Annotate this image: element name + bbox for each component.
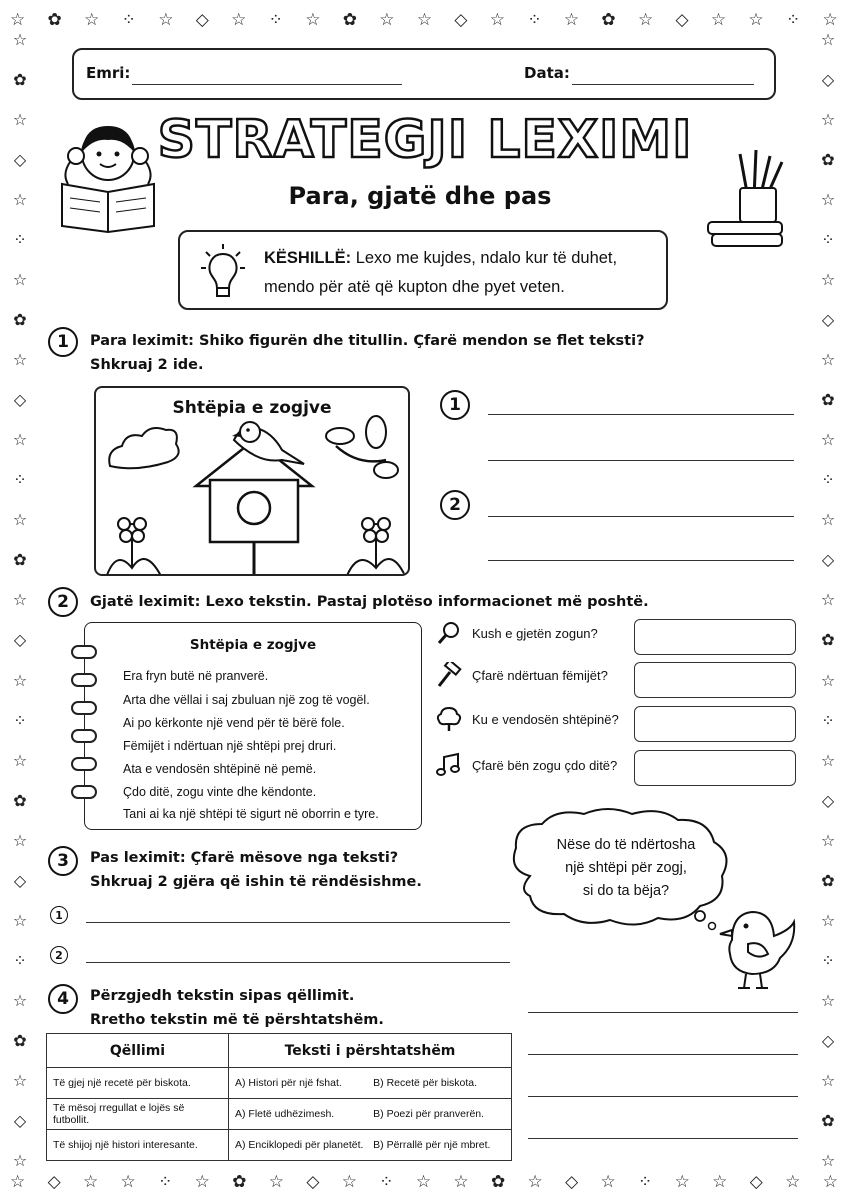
bubble-line-3: si do ta bëja?: [582, 883, 670, 899]
tip-text: [264, 244, 664, 302]
date-label: Data:: [524, 64, 570, 82]
section-1-question: [90, 329, 645, 377]
answer-box-where[interactable]: [634, 706, 796, 742]
section-3-number: 3: [48, 846, 78, 876]
spiral-ring: [71, 701, 97, 715]
section-2-number: 2: [48, 587, 78, 617]
name-label: Emri:: [86, 64, 131, 82]
idea-2-number: 2: [440, 490, 470, 520]
option-a[interactable]: A) Fletë udhëzimesh.: [235, 1108, 335, 1120]
goal-cell: Të mësoj rregullat e lojës së futbollit.: [47, 1099, 229, 1130]
name-field[interactable]: [132, 84, 402, 85]
story-line: Ata e vendosën shtëpinë në pemë.: [123, 762, 317, 776]
bubble-answer-line[interactable]: [528, 1054, 798, 1055]
magnifier-icon: [436, 620, 462, 646]
section-3-line-2: Shkruaj 2 gjëra që ishin të rëndësishme.: [90, 874, 422, 890]
decorative-border-top: ☆ ✿ ☆ ⁘ ☆ ◇ ☆ ⁘ ☆ ✿ ☆ ☆ ◇ ☆ ⁘ ☆ ✿ ☆ ◇ ☆ ☆ ⁘ ☆: [10, 10, 838, 30]
tip-line-2: mendo për atë që kupton dhe pyet veten.: [264, 278, 565, 296]
answer-box-who[interactable]: [634, 619, 796, 655]
info-question: Çfarë ndërtuan fëmijët?: [472, 668, 608, 683]
answer-1-number: 1: [50, 906, 68, 924]
bubble-line-1: Nëse do të ndërtosha: [556, 837, 696, 853]
story-title: Shtëpia e zogjve: [189, 637, 317, 653]
decorative-border-bottom: ☆ ◇ ☆ ☆ ⁘ ☆ ✿ ☆ ◇ ☆ ⁘ ☆ ☆ ✿ ☆ ◇ ☆ ⁘ ☆ ☆ ◇ ☆ ☆: [10, 1172, 838, 1192]
spiral-ring: [71, 729, 97, 743]
idea-1-number: 1: [440, 390, 470, 420]
info-question: Kush e gjetën zogun?: [472, 626, 598, 641]
tree-icon: [436, 706, 462, 732]
goal-cell: Të gjej një recetë për biskota.: [47, 1068, 229, 1099]
bird-illustration: [710, 900, 800, 992]
info-question: Ku e vendosën shtëpinë?: [472, 712, 619, 727]
option-a[interactable]: A) Histori për një fshat.: [235, 1077, 342, 1089]
answer-box-what[interactable]: [634, 662, 796, 698]
idea-1-line-b[interactable]: [488, 460, 794, 461]
spiral-ring: [71, 785, 97, 799]
section-3-question: [90, 846, 422, 894]
table-header-goal: Qëllimi: [47, 1034, 229, 1068]
section-4-number: 4: [48, 984, 78, 1014]
tip-label: KËSHILLË:: [264, 249, 352, 267]
books-pencils-illustration: [700, 148, 790, 252]
option-b[interactable]: B) Recetë për biskota.: [373, 1077, 478, 1089]
answer-1-line[interactable]: [86, 922, 510, 923]
answer-2-line[interactable]: [86, 962, 510, 963]
section-1-line-1: Para leximit: Shiko figurën dhe titullin. Çfarë mendon se flet teksti?: [90, 333, 645, 349]
section-3-line-1: Pas leximit: Çfarë mësove nga teksti?: [90, 850, 399, 866]
decorative-border-right: ☆ ◇ ☆ ✿ ☆ ⁘ ☆ ◇ ☆ ✿ ☆ ⁘ ☆ ◇ ☆ ✿ ☆ ⁘ ☆ ◇ ☆ ✿ ☆ ⁘ ☆ ◇ ☆ ✿ ☆: [820, 30, 836, 1170]
picture-title: Shtëpia e zogjve: [172, 398, 332, 418]
bubble-answer-line[interactable]: [528, 1138, 798, 1139]
lightbulb-icon: [200, 242, 246, 302]
story-line: Çdo ditë, zogu vinte dhe këndonte.: [123, 785, 317, 799]
section-4-question: [90, 984, 384, 1032]
story-card: [84, 622, 422, 830]
name-date-box: [72, 48, 776, 100]
idea-1-line-a[interactable]: [488, 414, 794, 415]
hammer-icon: [436, 662, 462, 688]
table-row: [47, 1130, 512, 1161]
section-1-number: 1: [48, 327, 78, 357]
table-row: [47, 1099, 512, 1130]
spiral-ring: [71, 757, 97, 771]
page-subtitle: Para, gjatë dhe pas: [288, 182, 552, 210]
table-row: [47, 1068, 512, 1099]
goal-cell: Të shijoj një histori interesante.: [47, 1130, 229, 1161]
answer-2-number: 2: [50, 946, 68, 964]
tip-line-1: Lexo me kujdes, ndalo kur të duhet,: [355, 249, 618, 267]
info-question: Çfarë bën zogu çdo ditë?: [472, 758, 618, 773]
purpose-table: [46, 1033, 512, 1161]
section-4-line-2: Rretho tekstin më të përshtatshëm.: [90, 1012, 384, 1028]
section-1-line-2: Shkruaj 2 ide.: [90, 357, 204, 373]
birdhouse-picture: [94, 386, 410, 576]
birdhouse-illustration: [96, 388, 410, 576]
idea-2-line-b[interactable]: [488, 560, 794, 561]
bubble-text: [526, 834, 726, 903]
story-line: Ai po kërkonte një vend për të bërë fole.: [123, 716, 345, 730]
idea-2-line-a[interactable]: [488, 516, 794, 517]
girl-reading-illustration: [48, 114, 168, 234]
answer-box-daily[interactable]: [634, 750, 796, 786]
story-line: Tani ai ka një shtëpi të sigurt në oborrin e tyre.: [123, 807, 379, 821]
section-2-question: Gjatë leximit: Lexo tekstin. Pastaj plotëso informacionet më poshtë.: [90, 594, 649, 610]
page-title: STRATEGJI LEXIMI: [157, 110, 693, 170]
story-line: Arta dhe vëllai i saj zbuluan një zog të vogël.: [123, 693, 370, 707]
option-a[interactable]: A) Enciklopedi për planetët.: [235, 1139, 364, 1151]
table-header-text: Teksti i përshtatshëm: [229, 1034, 512, 1068]
tip-box: [178, 230, 668, 310]
bubble-line-2: një shtëpi për zogj,: [565, 860, 687, 876]
story-line: Fëmijët i ndërtuan një shtëpi prej druri.: [123, 739, 337, 753]
section-4-line-1: Përzgjedh tekstin sipas qëllimit.: [90, 988, 355, 1004]
date-field[interactable]: [572, 84, 754, 85]
spiral-ring: [71, 673, 97, 687]
bubble-answer-line[interactable]: [528, 1012, 798, 1013]
decorative-border-left: ☆ ✿ ☆ ◇ ☆ ⁘ ☆ ✿ ☆ ◇ ☆ ⁘ ☆ ✿ ☆ ◇ ☆ ⁘ ☆ ✿ ☆ ◇ ☆ ⁘ ☆ ✿ ☆ ◇ ☆: [12, 30, 28, 1170]
bubble-answer-line[interactable]: [528, 1096, 798, 1097]
option-b[interactable]: B) Poezi për pranverën.: [373, 1108, 485, 1120]
music-note-icon: [436, 752, 462, 778]
story-line: Era fryn butë në pranverë.: [123, 669, 269, 683]
option-b[interactable]: B) Përrallë për një mbret.: [373, 1139, 491, 1151]
